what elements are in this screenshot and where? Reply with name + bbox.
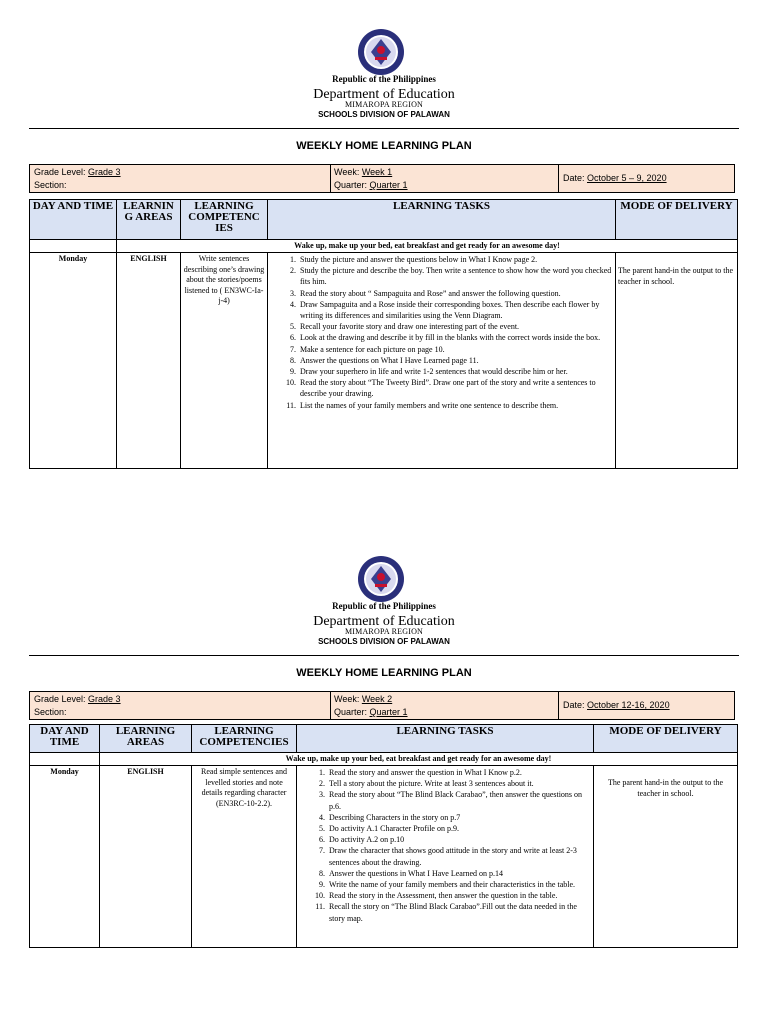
quarter-field: Quarter: Quarter 1 — [334, 180, 408, 190]
week-field: Week: Week 2 — [334, 694, 393, 704]
plan-info-box — [29, 164, 735, 193]
grade-field: Grade Level: Grade 3 — [34, 694, 121, 704]
region-text: MIMAROPA REGION — [344, 627, 424, 636]
republic-text: Republic of the Philippines — [332, 74, 436, 84]
col-learning-areas: LEARNING AREAS — [100, 725, 192, 753]
area-cell: ENGLISH — [100, 766, 192, 948]
col-mode-of-delivery: MODE OF DELIVERY — [616, 200, 738, 240]
division-text: SCHOOLS DIVISION OF PALAWAN — [318, 637, 450, 646]
task-item: 3. Read the story about “ Sampaguita and Rose” and answer the following question. — [298, 288, 613, 299]
area-cell: ENGLISH — [117, 253, 181, 469]
header-divider — [29, 655, 739, 656]
wake-spacer — [30, 753, 100, 766]
task-item: 5. Do activity A.1 Character Profile on p.9. — [327, 823, 591, 834]
plan-info-box — [29, 691, 735, 720]
day-cell: Monday — [30, 253, 117, 469]
competency-cell: Read simple sentences and levelled stories and note details regarding character (EN3RC-10-2.2). — [192, 766, 297, 948]
date-field: Date: October 12-16, 2020 — [563, 700, 670, 710]
wake-spacer — [30, 240, 117, 253]
task-item: 1. Study the picture and answer the questions below in What I Know page 2. — [298, 254, 613, 265]
col-mode-of-delivery: MODE OF DELIVERY — [594, 725, 738, 753]
header-divider — [29, 128, 739, 129]
section-field: Section: — [34, 180, 67, 190]
task-item: 5. Recall your favorite story and draw one interesting part of the event. — [298, 321, 613, 332]
task-item: 4. Describing Characters in the story on p.7 — [327, 812, 591, 823]
wake-up-row: Wake up, make up your bed, eat breakfast and get ready for an awesome day! — [117, 240, 738, 253]
col-learning-competencies: LEARNING COMPETENC IES — [181, 200, 268, 240]
col-day-time: DAY AND TIME — [30, 725, 100, 753]
task-item: 7. Make a sentence for each picture on page 10. — [298, 344, 613, 355]
day-cell: Monday — [30, 766, 100, 948]
section-field: Section: — [34, 707, 67, 717]
task-item: 2. Study the picture and describe the boy. Then write a sentence to show how the word you checked fits him. — [298, 265, 613, 287]
plan-title: WEEKLY HOME LEARNING PLAN — [296, 667, 472, 679]
plan-title: WEEKLY HOME LEARNING PLAN — [296, 140, 472, 152]
mode-cell: The parent hand-in the output to the teacher in school. — [594, 766, 738, 948]
col-learning-tasks: LEARNING TASKS — [297, 725, 594, 753]
task-item: 10. Read the story about “The Tweety Bird”. Draw one part of the story and write a sentences to describe your drawing. — [298, 377, 613, 399]
task-list — [270, 254, 613, 411]
deped-seal-icon — [357, 555, 405, 603]
week-field: Week: Week 1 — [334, 167, 393, 177]
task-item: 2. Tell a story about the picture. Write at least 3 sentences about it. — [327, 778, 591, 789]
plan-table-week-1 — [29, 199, 738, 469]
task-item: 8. Answer the questions on What I Have Learned page 11. — [298, 355, 613, 366]
competency-cell: Write sentences describing one’s drawing about the stories/poems listened to ( EN3WC-Ia-j-4) — [181, 253, 268, 469]
plan-table-week-2 — [29, 724, 738, 948]
mode-cell: The parent hand-in the output to the teacher in school. — [616, 253, 738, 469]
deped-seal-icon — [357, 28, 405, 76]
division-text: SCHOOLS DIVISION OF PALAWAN — [318, 110, 450, 119]
task-item: 7. Draw the character that shows good attitude in the story and write at least 2-3 sentences about the drawing. — [327, 845, 591, 867]
task-item: 6. Do activity A.2 on p.10 — [327, 834, 591, 845]
col-learning-areas: LEARNIN G AREAS — [117, 200, 181, 240]
tasks-cell — [297, 766, 594, 948]
task-item: 3. Read the story about “The Blind Black Carabao”, then answer the questions on p.6. — [327, 789, 591, 811]
department-title: Department of Education — [313, 87, 455, 102]
col-day-time: DAY AND TIME — [30, 200, 117, 240]
region-text: MIMAROPA REGION — [344, 100, 424, 109]
republic-text: Republic of the Philippines — [332, 601, 436, 611]
task-list — [299, 767, 591, 924]
task-item: 8. Answer the questions in What I Have Learned on p.14 — [327, 868, 591, 879]
task-item: 11. Recall the story on “The Blind Black Carabao”.Fill out the data needed in the story map. — [327, 901, 591, 923]
task-item: 6. Look at the drawing and describe it by fill in the blanks with the correct words inside the box. — [298, 332, 613, 343]
task-item: 9. Draw your superhero in life and write 1-2 sentences that would describe him or her. — [298, 366, 613, 377]
task-item: 10. Read the story in the Assessment, then answer the question in the table. — [327, 890, 591, 901]
tasks-cell — [268, 253, 616, 469]
grade-field: Grade Level: Grade 3 — [34, 167, 121, 177]
col-learning-tasks: LEARNING TASKS — [268, 200, 616, 240]
task-item: 1. Read the story and answer the question in What I Know p.2. — [327, 767, 591, 778]
task-item: 4. Draw Sampaguita and a Rose inside their corresponding boxes. Then describe each flower by writing its differences and similarities using the Venn Diagram. — [298, 299, 613, 321]
date-field: Date: October 5 – 9, 2020 — [563, 173, 667, 183]
task-item: 11. List the names of your family members and write one sentence to describe them. — [298, 400, 613, 411]
task-item: 9. Write the name of your family members and their characteristics in the table. — [327, 879, 591, 890]
wake-up-row: Wake up, make up your bed, eat breakfast and get ready for an awesome day! — [100, 753, 738, 766]
quarter-field: Quarter: Quarter 1 — [334, 707, 408, 717]
department-title: Department of Education — [313, 614, 455, 629]
col-learning-competencies: LEARNING COMPETENCIES — [192, 725, 297, 753]
